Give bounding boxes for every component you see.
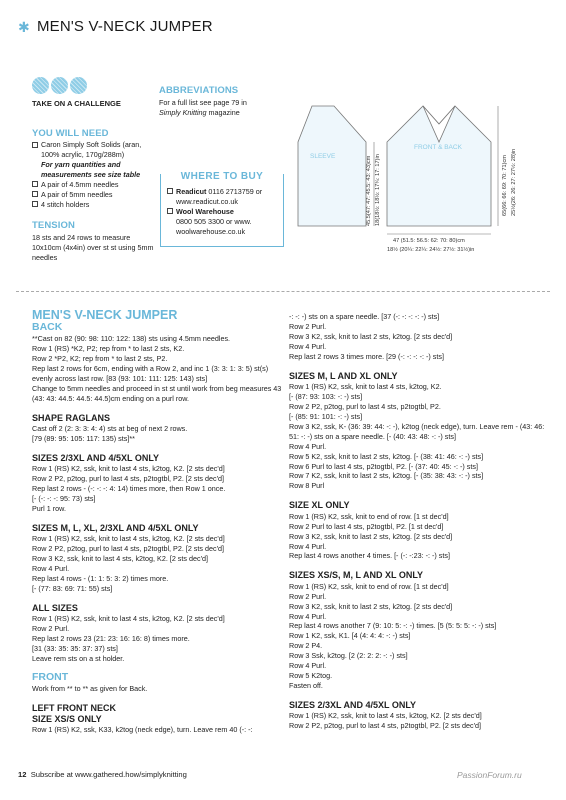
where-to-buy-heading: WHERE TO BUY [167,170,277,184]
sizes-text-e: Row 1 (RS) K2, ssk, knit to last 4 sts, k2tog, K2. [- (87: 93: 103: -: -) sts] Row 2 P2, p2tog, purl to last 4 sts, p2togtbl, P2. [- (85: 91: 101: -: -) sts] Row 3 K2, ssk, K- (36: 39: 44: -: -), k2tog (neck edge), turn. Leave rem - (43: 46: 51: -: -) sts on a spare needle. [- (40: 43: 48: -: -) sts] Row 4 Purl. Row 5 K2, ssk, knit to last 2 sts, k2tog. [- (38: 41: 46: -: -) sts] Row 6 Purl to last 4 sts, p2togtbl, P2. [- (37: 40: 45: -: -) sts] Row 7 K2, ssk, knit to last 2 sts, k2tog. [- (35: 38: 43: -: -) sts] Row 8 Purl [289,382,545,491]
section-divider [16,291,550,292]
width-cm: 47 (51.5: 56.5: 62: 70: 80)cm [393,238,465,244]
all-sizes-heading: ALL SIZES [32,602,78,613]
you-will-need-heading: YOU WILL NEED [32,128,109,139]
yarn-note: For yarn quantities and measurements see size table [41,159,141,179]
subscribe-link[interactable]: Subscribe at www.gathered.how/simplyknitting [30,770,187,779]
shape-raglans-heading: SHAPE RAGLANS [32,412,111,423]
materials-list [32,140,160,210]
abbreviations-text: For a full list see page 79 in Simply Knitting magazine [159,98,247,117]
width-in: 18½ (20¼: 22¼: 24½: 27½: 31½)in [387,247,475,253]
continued-text: -: -: -) sts on a spare needle. [37 (-: -: -: -: -) sts] Row 2 Purl. Row 3 K2, ssk, knit to last 2 sts, k2tog. [2 sts dec'd] Row 4 Purl. Rep last 2 rows 3 times more. [29 (-: -: -: -: -) sts] [289,312,453,361]
front-back-label: FRONT & BACK [414,144,462,151]
sleeve-label: SLEEVE [310,153,336,160]
checkbox-icon [32,191,38,197]
size-text-f: Row 1 (RS) K2, ssk, knit to end of row. [1 st dec'd] Row 2 Purl to last 4 sts, p2togtbl, P2. [1 st dec'd] Row 3 K2, ssk, knit to last 2 sts, k2tog. [2 sts dec'd] Row 4 Purl. Rep last 4 rows another 4 times. [- (-: -:23: -: -) sts] [289,511,453,561]
sizes-heading-e: SIZES M, L AND XL ONLY [289,370,398,381]
checkbox-icon [32,181,38,187]
front-heading: FRONT [32,670,69,683]
list-item: Caron Simply Soft Solids (aran, 100% acrylic, 170g/288m) [32,140,160,160]
pattern-column-left [32,309,290,735]
list-item: A pair of 4.5mm needles [32,180,160,190]
list-item: 4 stitch holders [32,200,160,210]
sizes-text-g: Row 1 (RS) K2, ssk, knit to end of row. [1 st dec'd] Row 2 Purl. Row 3 K2, ssk, knit to last 2 sts, k2tog. [2 sts dec'd] Row 4 Purl. Rep last 4 rows another 7 (9: 10: 5: -: -) times. [5 (5: 5: 5: -: -) sts] Row 1 K2, ssk, K1. [4 (4: 4: 4: -: -) sts] Row 2 P4. Row 3 Ssk, k2tog. [2 (2: 2: 2: -: -) sts] Row 4 Purl. Row 5 K2tog. Fasten off. [289,581,497,691]
tension-text: 18 sts and 24 rows to measure 10x10cm (4x4in) over st st using 5mm needles [32,233,154,262]
sizes-heading-h: SIZES 2/3XL AND 4/5XL ONLY [289,700,417,711]
challenge-label: TAKE ON A CHALLENGE [32,99,121,108]
yarn-balls-icon [32,77,87,94]
asterisk-icon: ✱ [18,18,30,35]
shape-raglans-text: Cast off 2 (2: 3: 3: 4: 4) sts at beg of next 2 rows. [79 (89: 95: 105: 117: 135) sts]** [32,423,188,443]
back-instructions: **Cast on 82 (90: 98: 110: 122: 138) sts using 4.5mm needles. Row 1 (RS) *K2, P2; rep from * to last 2 sts, K2. Row 2 *P2, K2; rep from * to last 2 sts, P2. Rep last 2 rows for 6cm, ending with a Row 2, and inc 1 (3: 3: 1: 3: 5) st(s) evenly across last row. [83 (93: 101: 111: 125: 143) sts] Change to 5mm needles and proceed in st st until work from beg measures 43 (43: 43: 44.5: 44.5: 44.5)cm ending on a purl row. [32,334,282,403]
sizes-text-h: Row 1 (RS) K2, ssk, knit to last 4 sts, k2tog, K2. [2 sts dec'd] Row 2 P2, p2tog, purl to last 4 sts, p2togtbl, P2. [2 sts dec'd] [289,711,482,731]
sleeve-shape [298,106,366,226]
pattern-title: MEN'S V-NECK JUMPER [32,308,178,322]
tension-heading: TENSION [32,220,75,231]
page-header [18,17,213,38]
checkbox-icon [32,142,38,148]
abbreviations-heading: ABBREVIATIONS [159,85,239,96]
back-heading: BACK [32,320,63,333]
front-text: Work from ** to ** as given for Back. [32,684,148,694]
where-to-buy-box: WHERE TO BUY Readicut 0116 2713759 or www.readicut.co.uk Wool Warehouse 0800 505 3300 or www. woolwarehouse.co.uk [160,174,284,247]
garment-schematic [284,86,544,266]
checkbox-icon [32,201,38,207]
left-front-neck-heading: LEFT FRONT NECK SIZE XS/S ONLY [32,703,116,724]
sizes-text-b: Row 1 (RS) K2, ssk, knit to last 4 sts, k2tog, K2. [2 sts dec'd] Row 2 P2, p2tog, purl to last 4 sts, p2togtbl, P2. [2 sts dec'd] Row 3 K2, ssk, knit to last 4 sts, k2tog, K2. [2 sts dec'd] Row 4 Purl. Rep last 4 rows - (1: 1: 5: 3: 2) times more. [- (77: 83: 69: 71: 55) sts] [32,534,225,593]
sizes-text-a: Row 1 (RS) K2, ssk, knit to last 4 sts, k2tog, K2. [2 sts dec'd] Row 2 P2, p2tog, purl to last 4 sts, p2togtbl, P2. [2 sts dec'd] Rep last 2 rows - (-: -: -: 4: 14) times more, then Row 1 once. [- (-: -: -: 95: 73) sts] Purl 1 row. [32,464,226,513]
sizes-heading-a: SIZES 2/3XL AND 4/5XL ONLY [32,452,160,463]
page-title: MEN'S V-NECK JUMPER [36,18,213,35]
left-front-neck-text: Row 1 (RS) K2, ssk, K33, k2tog (neck edge), turn. Leave rem 40 (-: -: [32,724,253,734]
all-sizes-text: Row 1 (RS) K2, ssk, knit to last 4 sts, k2tog, K2. [2 sts dec'd] Row 2 Purl. Rep last 2 rows 23 (21: 23: 16: 16: 8) times more. [31 (33: 35: 35: 37: 37) sts] Leave rem sts on a st holder. [32,614,225,663]
pattern-column-right [289,312,547,731]
size-heading-f: SIZE XL ONLY [289,500,350,511]
body-height-in: 25½(26: 26: 27: 27½: 28)in [511,148,517,216]
sizes-heading-g: SIZES XS/S, M, L AND XL ONLY [289,570,424,581]
page-number: 12 [18,770,27,779]
sleeve-height-in: 18(18½: 18½: 17¾: 17: 17)in [375,154,381,226]
page-footer [18,770,187,780]
sizes-heading-b: SIZES M, L, XL, 2/3XL AND 4/5XL ONLY [32,522,199,533]
list-item: A pair of 5mm needles [32,190,160,200]
watermark: PassionForum.ru [457,770,522,780]
sleeve-height-cm: 45.5(47: 47: 45.5: 43: 43)cm [366,155,372,226]
body-height-cm: 65(66: 66: 69: 70: 71)cm [502,155,508,216]
